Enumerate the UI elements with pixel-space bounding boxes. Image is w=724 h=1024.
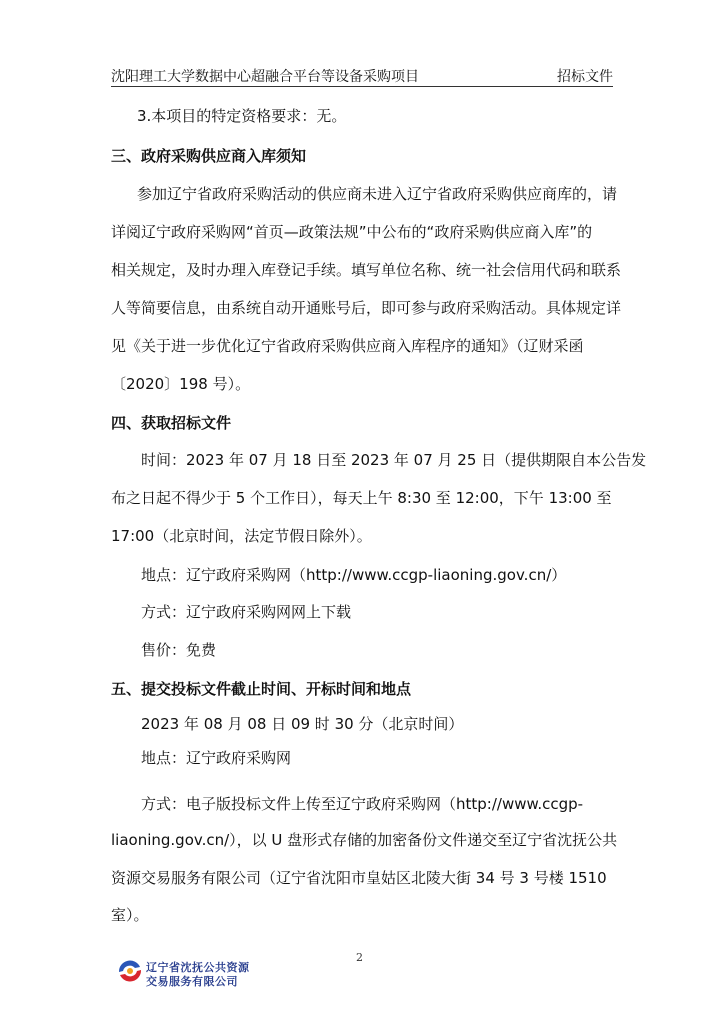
body-line: 室）。 — [111, 906, 149, 924]
header-doc-type: 招标文件 — [557, 69, 613, 85]
footer-logo — [116, 957, 266, 989]
section-heading-5: 五、提交投标文件截止时间、开标时间和地点 — [111, 680, 412, 698]
price-line: 售价：免费 — [141, 641, 217, 659]
section-heading-4: 四、获取招标文件 — [111, 414, 232, 432]
location-line: 地点：辽宁政府采购网（http://www.ccgp-liaoning.gov.cn/） — [141, 566, 567, 584]
body-line: 资源交易服务有限公司（辽宁省沈阳市皇姑区北陵大街 34 号 3 号楼 1510 — [111, 869, 607, 887]
page-number: 2 — [356, 951, 363, 964]
body-line: 见《关于进一步优化辽宁省政府采购供应商入库程序的通知》（辽财采函 — [111, 337, 584, 355]
deadline-line: 2023 年 08 月 08 日 09 时 30 分（北京时间） — [141, 715, 464, 733]
page-header — [111, 66, 613, 86]
method-line: 方式：辽宁政府采购网网上下载 — [141, 603, 352, 621]
body-line: 时间：2023 年 07 月 18 日至 2023 年 07 月 25 日（提供期限自本公告发 — [141, 451, 647, 469]
body-line: 相关规定，及时办理入库登记手续。填写单位名称、统一社会信用代码和联系 — [111, 261, 622, 279]
body-line: 布之日起不得少于 5 个工作日），每天上午 8:30 至 12:00，下午 13:00 至 — [111, 489, 612, 507]
body-line: 17:00（北京时间，法定节假日除外）。 — [111, 527, 372, 545]
body-line: liaoning.gov.cn/），以 U 盘形式存储的加密备份文件递交至辽宁省沈抚公共 — [111, 831, 618, 849]
body-line: 参加辽宁省政府采购活动的供应商未进入辽宁省政府采购供应商库的，请 — [137, 185, 618, 203]
header-divider — [111, 86, 613, 87]
body-line: 人等简要信息，由系统自动开通账号后，即可参与政府采购活动。具体规定详 — [111, 299, 622, 317]
logo-text-line1: 辽宁省沈抚公共资源 — [146, 961, 250, 974]
bid-location-line: 地点：辽宁政府采购网 — [141, 749, 292, 767]
body-line: 详阅辽宁政府采购网“首页—政策法规”中公布的“政府采购供应商入库”的 — [111, 223, 593, 241]
swirl-logo-icon — [116, 957, 144, 985]
header-project-title: 沈阳理工大学数据中心超融合平台等设备采购项目 — [111, 69, 419, 85]
body-line: 方式：电子版投标文件上传至辽宁政府采购网（http://www.ccgp- — [141, 795, 584, 813]
body-line: 〔2020〕198 号）。 — [111, 375, 251, 393]
logo-text-line2: 交易服务有限公司 — [146, 975, 238, 988]
section-heading-3: 三、政府采购供应商入库须知 — [111, 147, 307, 165]
qualification-line: 3.本项目的特定资格要求：无。 — [137, 107, 347, 125]
